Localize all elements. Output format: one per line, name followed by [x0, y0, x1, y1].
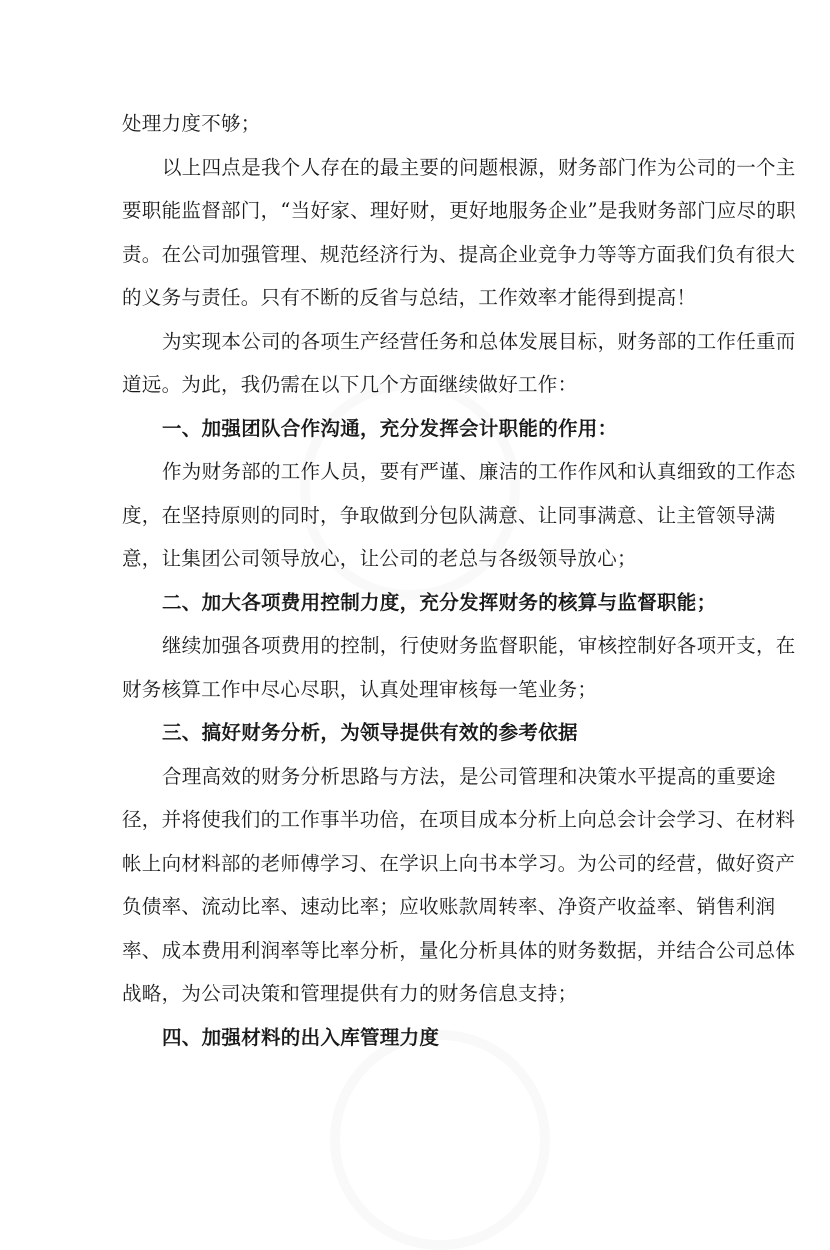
text-line: 要职能监督部门，“当好家、理好财，更好地服务企业”是我财务部门应尽的职	[122, 199, 796, 222]
document-body	[122, 102, 796, 1059]
text-line: 为实现本公司的各项生产经营任务和总体发展目标，财务部的工作任重而	[162, 329, 796, 353]
text-line: 战略，为公司决策和管理提供有力的财务信息支持；	[122, 982, 578, 1005]
text-line: 道远。为此，我仍需在以下几个方面继续做好工作：	[122, 373, 578, 396]
text-line: 负债率、流动比率、速动比率；应收账款周转率、净资产收益率、销售利润	[122, 895, 776, 918]
section-heading: 四、加强材料的出入库管理力度	[162, 1025, 440, 1049]
text-line: 作为财务部的工作人员，要有严谨、廉洁的工作作风和认真细致的工作态	[162, 460, 796, 483]
watermark	[330, 1030, 550, 1250]
section-heading: 一、加强团队合作沟通，充分发挥会计职能的作用：	[162, 416, 618, 440]
text-line: 财务核算工作中尽心尽职，认真处理审核每一笔业务；	[122, 677, 598, 701]
text-line: 责。在公司加强管理、规范经济行为、提高企业竞争力等等方面我们负有很大	[122, 242, 796, 266]
text-line: 径，并将使我们的工作事半功倍，在项目成本分析上向总会计会学习、在材料	[122, 808, 796, 831]
text-line: 以上四点是我个人存在的最主要的问题根源，财务部门作为公司的一个主	[162, 155, 796, 179]
text-line: 合理高效的财务分析思路与方法，是公司管理和决策水平提高的重要途	[162, 764, 776, 788]
section-heading: 二、加大各项费用控制力度，充分发挥财务的核算与监督职能；	[162, 590, 717, 614]
text-line: 帐上向材料部的老师傅学习、在学识上向书本学习。为公司的经营，做好资产	[122, 851, 796, 875]
section-heading: 三、搞好财务分析，为领导提供有效的参考依据	[162, 721, 578, 744]
text-line: 处理力度不够；	[122, 112, 261, 135]
text-line: 的义务与责任。只有不断的反省与总结，工作效率才能得到提高！	[122, 286, 697, 309]
text-line: 度，在坚持原则的同时，争取做到分包队满意、让同事满意、让主管领导满	[122, 503, 776, 527]
text-line: 继续加强各项费用的控制，行使财务监督职能，审核控制好各项开支，在	[162, 634, 796, 657]
text-line: 意，让集团公司领导放心，让公司的老总与各级领导放心；	[122, 547, 637, 570]
text-line: 率、成本费用利润率等比率分析，量化分析具体的财务数据，并结合公司总体	[122, 938, 796, 962]
